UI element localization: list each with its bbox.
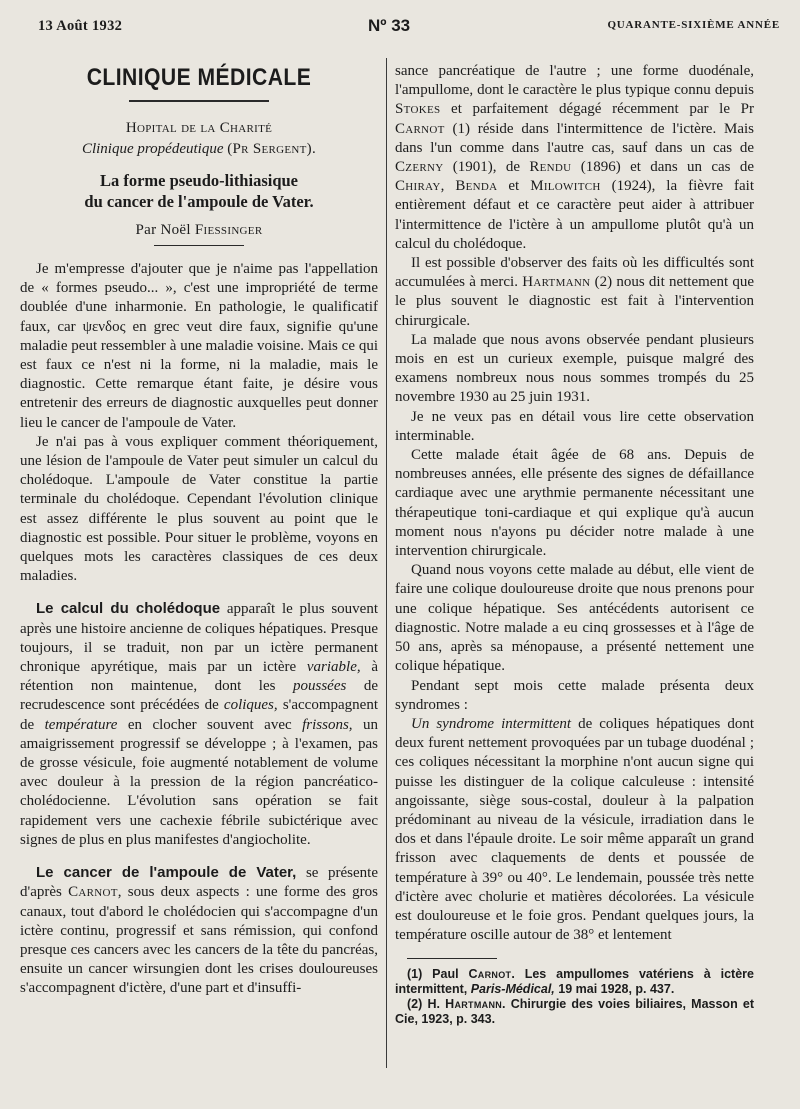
paragraph-heading: Le cancer de l'ampoule de Vater, <box>36 864 297 882</box>
article-author <box>20 222 378 239</box>
paragraph: Je ne veux pas en détail vous lire cette observation interminable. <box>395 408 754 444</box>
paragraph: sance pancréatique de l'autre ; une forme duodénale, l'ampullome, dont le caractère le plus typique connu depuis Stokes et parfaitement dégagé récemment par le Pr Carnot (1) réside dans l'intermittence de l'ictère. Mais dans l'un comme dans l'autre cas, sauf dans un cas de Czerny (1901), de Rendu (1896) et dans un cas de Chiray, Benda et Milowitch (1924), la fièvre fait entièrement défaut et ce caractère peut aider à attribuer l'intermittence de l'ictère à un ampullome plutôt qu'à un calcul du cholédoque. <box>395 63 755 252</box>
issue-date: 13 Août 1932 <box>38 18 123 34</box>
paragraph: Je m'empresse d'ajouter que je n'aime pas l'appellation de « formes pseudo... », c'est une impropriété de terme doublée d'une inharmonie. En pathologie, le qualificatif faux, car ψενδος en grec veut dire faux, signifie qu'une maladie peut ressembler à une maladie voisine. Mais ce qui est faux ce n'est ni la forme, ni la maladie, mais le diagnostic. Cette remarque étant faite, je désire vous entretenir des erreurs de diagnostic auxquelles peut donner lieu le cancer de l'ampoule de Vater. <box>20 261 378 431</box>
clinique-line <box>20 141 378 158</box>
author-rule <box>154 245 244 246</box>
title-rule <box>129 100 269 102</box>
article-title-line2: du cancer de l'ampoule de Vater. <box>84 192 314 211</box>
right-column <box>395 62 754 1027</box>
left-column <box>20 58 378 999</box>
paragraph: Pendant sept mois cette malade présenta deux syndromes : <box>395 677 754 713</box>
article-title-line1: La forme pseudo-lithiasique <box>99 171 299 190</box>
paragraph: Cette malade était âgée de 68 ans. Depuis de nombreuses années, elle présente des signes de défaillance cardiaque avec une arythmie permanente nécessitant une thérapeutique toni-cardiaque et qui explique qu'à aucun moment nous n'ayons pu décider notre malade à une intervention chirurgicale. <box>395 447 754 560</box>
footnotes <box>395 967 754 1027</box>
column-divider <box>386 58 387 1068</box>
paragraph: Un syndrome intermittent de coliques hépatiques dont deux furent nettement provoquées par un tubage duodénal ; ces coliques nécessitant la morphine n'ont aucun signe qui puisse les distinguer de la colique calculeuse : intensité angoissante, siège sous-costal, douleur à la palpation prédominant au niveau de la vésicule, irradiation dans le dos et dans l'épaule droite. Le soir même apparaît un grand frisson avec claquements de dents et poussée de température à 39° ou 40°. Le lendemain, poussée très nette d'ictère avec cholurie et matières décolorées. La vésicule est douloureuse et le foie gros. Pendant quelques jours, la température oscille autour de 38° et lentement <box>395 715 754 944</box>
author-prefix: Par Noël <box>135 222 191 238</box>
paragraph-heading: Le calcul du cholédoque <box>36 600 221 618</box>
author-name: Fiessinger <box>194 222 263 238</box>
article-title <box>20 170 378 212</box>
section-title: CLINIQUE MÉDICALE <box>86 64 312 91</box>
paragraph: Il est possible d'observer des faits où les difficultés sont accumulées à merci. Hartmann (2) nous dit nettement que le plus souvent le diagnostic est fait à l'intervention chirurgicale. <box>395 255 754 329</box>
clinique-label: Clinique propédeutique <box>81 141 224 157</box>
volume-year: QUARANTE-SIXIÈME ANNÉE <box>607 19 780 31</box>
paragraph: Le cancer de l'ampoule de Vater, se présente d'après Carnot, sous deux aspects : une forme des gros canaux, tout d'abord le cholédocien qui s'accompagne d'un ictère continu, progressif et sans rémission, qui confond presque ces cancers avec les cancers de la tête du pancréas, ensuite un cancer wirsungien dont les crises douloureuses s'accompagnent d'ictère, d'une part et d'insuffi- <box>20 864 379 997</box>
clinique-professor: (Pr Sergent). <box>227 141 317 157</box>
running-header <box>38 14 780 38</box>
footnote-rule <box>407 958 497 959</box>
hospital-name: Hopital de la Charité <box>125 120 273 136</box>
footnote-1: (1) Paul Carnot. Les ampullomes vatériens à ictère intermittent, Paris-Médical, 19 mai 1928, p. 437. <box>395 967 754 997</box>
paragraph: La malade que nous avons observée pendant plusieurs mois en est un curieux exemple, puisque malgré des examens nombreux nous nous sommes trompés du 25 novembre 1930 au 25 juin 1931. <box>395 331 754 406</box>
paragraph: Quand nous voyons cette malade au début, elle vient de faire une colique douloureuse droite que nous prenons pour une colique hépatique. Ses antécédents autorisent ce diagnostic. Notre malade a eu cinq grossesses et à l'âge de 50 ans, après sa ménopause, a présenté nettement une colique hépatique. <box>395 562 754 675</box>
issue-number: Nº 33 <box>368 16 411 35</box>
paragraph: Je n'ai pas à vous expliquer comment théoriquement, une lésion de l'ampoule de Vater peut simuler un calcul du cholédoque. L'ampoule de Vater constitue la partie terminale du cholédoque. Cependant l'évolution clinique est assez différente le plus souvent au point que le diagnostic est possible. Pour situer le problème, voyons en quelques mots les caractères classiques de ces deux maladies. <box>20 433 378 585</box>
footnote-2: (2) H. Hartmann. Chirurgie des voies biliaires, Masson et Cie, 1923, p. 343. <box>395 997 754 1027</box>
paragraph: Le calcul du cholédoque apparaît le plus souvent après une histoire ancienne de coliques hépatiques. Presque toujours, il se traduit, non par un ictère permanent chronique apyrétique, mais par un ictère variable, à rétention non maintenue, dont les poussées de recrudescence sont précédées de coliques, s'accompagnent de température en clocher souvent avec frissons, un amaigrissement progressif se développe ; à l'examen, pas de grosse vésicule, foie augmenté notablement de volume avec douleur à la pression de la région pancréatico-cholédocienne. L'évolution sans opération se fait rapidement vers une cachexie fébrile subictérique avec signes de plus en plus manifestes d'angiocholite. <box>20 600 379 848</box>
